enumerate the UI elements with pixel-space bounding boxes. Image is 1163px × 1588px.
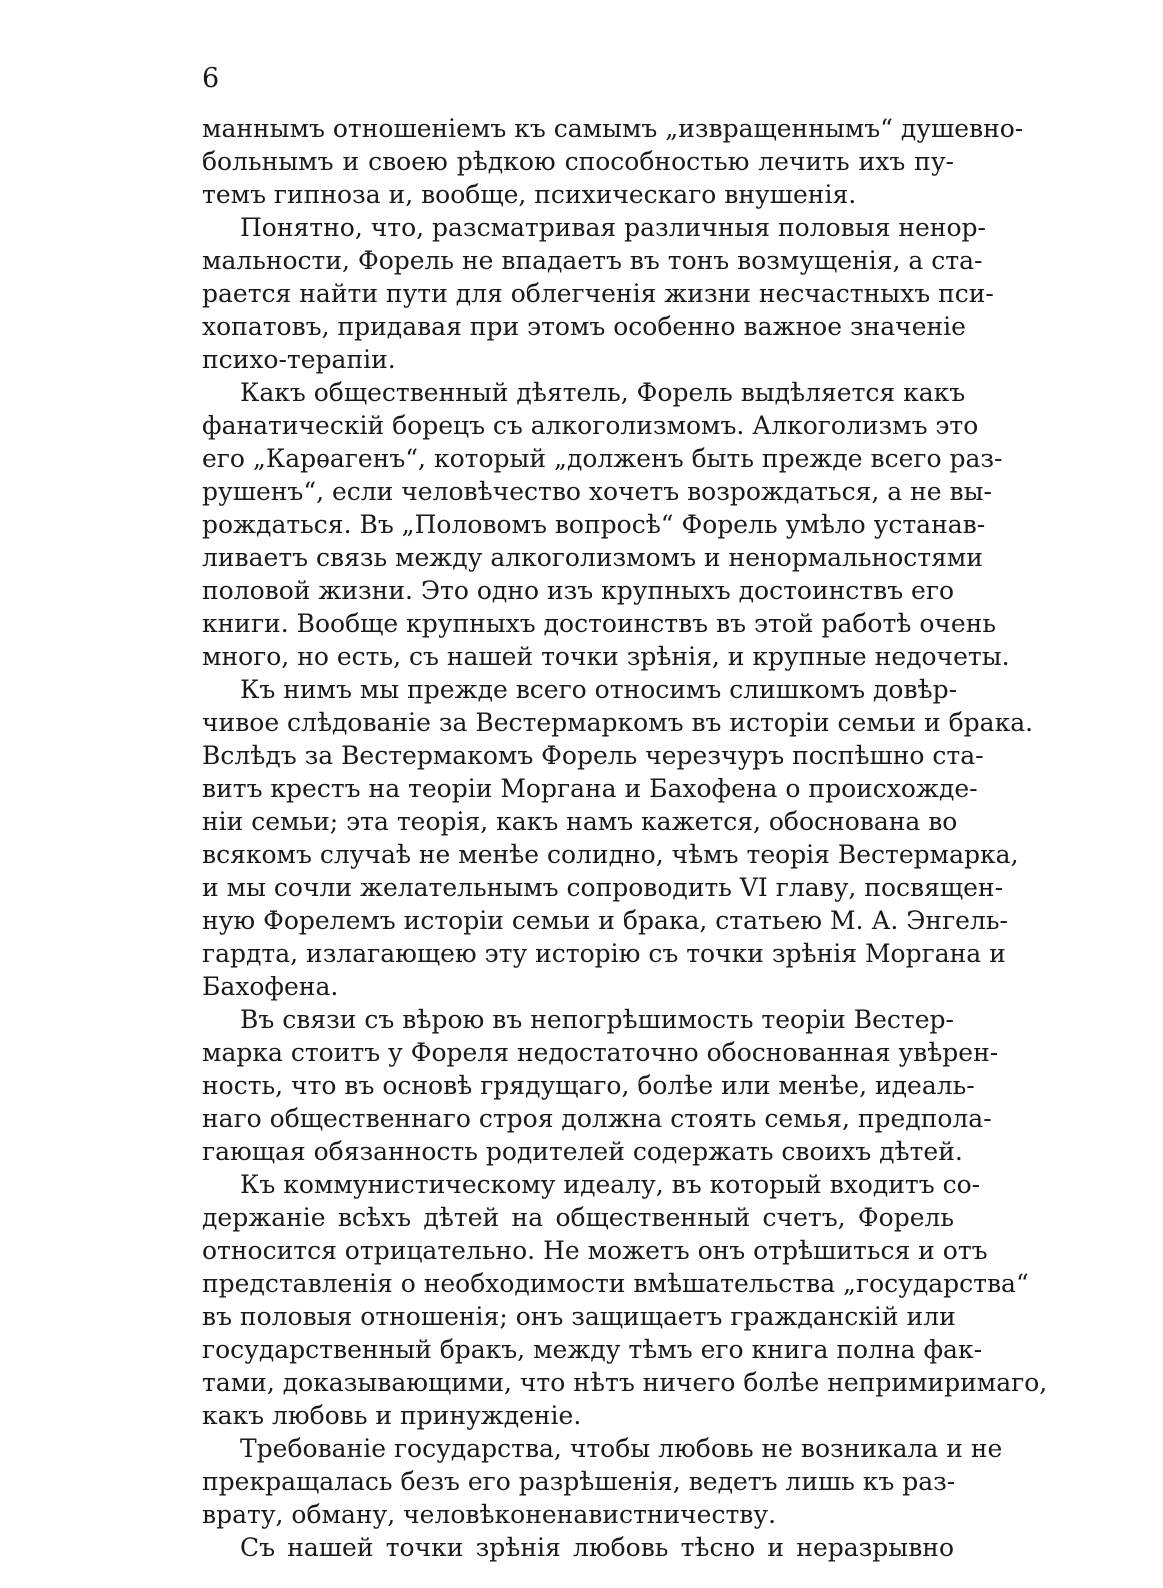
text-line: марка стоитъ у Фореля недостаточно обоснованная увѣрен- <box>202 1038 999 1067</box>
text-line: ную Форелемъ исторіи семьи и брака, статьею М. А. Энгель- <box>202 906 1008 935</box>
text-line: рается найти пути для облегченія жизни несчастныхъ пси- <box>202 279 994 308</box>
text-line: Какъ общественный дѣятель, Форель выдѣляется какъ <box>240 378 966 407</box>
text-line: Бахофена. <box>202 972 339 1001</box>
text-line: въ половыя отношенія; онъ защищаетъ гражданскій или <box>202 1302 956 1331</box>
text-line: рушенъ“, если человѣчество хочетъ возрождаться, а не вы- <box>202 477 992 506</box>
text-line: мальности, Форель не впадаетъ въ тонъ возмущенія, а ста- <box>202 246 983 275</box>
text-line: Вслѣдъ за Вестермакомъ Форель черезчуръ поспѣшно ста- <box>202 741 984 770</box>
text-line: ность, что въ основѣ грядущаго, болѣе или менѣе, идеаль- <box>202 1071 975 1100</box>
text-line: ніи семьи; эта теорія, какъ намъ кажется, обоснована во <box>202 807 958 836</box>
text-line: гардта, излагающею эту исторію съ точки зрѣнія Моргана и <box>202 939 1006 968</box>
paragraph-2 <box>202 211 994 376</box>
text-line: Въ связи съ вѣрою въ непогрѣшимость теоріи Вестер- <box>240 1005 954 1034</box>
paragraph-8 <box>202 1531 954 1564</box>
text-line: хопатовъ, придавая при этомъ особенно важное значеніе <box>202 312 966 341</box>
paragraph-7 <box>202 1432 1003 1531</box>
text-line: его „Карѳагенъ“, который „долженъ быть прежде всего раз- <box>202 444 1003 473</box>
text-line: Понятно, что, разсматривая различныя половыя ненор- <box>240 213 986 242</box>
text-line: фанатическій борецъ съ алкоголизмомъ. Алкоголизмъ это <box>202 411 979 440</box>
text-line: прекращалась безъ его разрѣшенія, ведетъ лишь къ раз- <box>202 1467 956 1496</box>
text-line: много, но есть, съ нашей точки зрѣнія, и крупные недочеты. <box>202 642 1010 671</box>
paragraph-5 <box>202 1003 999 1168</box>
text-line: Къ коммунистическому идеалу, въ который входитъ со- <box>240 1170 981 1199</box>
text-line: врату, обману, человѣконенавистничеству. <box>202 1500 777 1529</box>
paragraph-4 <box>202 673 1034 1003</box>
text-line: темъ гипноза и, вообще, психическаго внушенія. <box>202 180 857 209</box>
text-line: держаніе всѣхъ дѣтей на общественный счетъ, Форель <box>202 1203 954 1232</box>
text-line: государственный бракъ, между тѣмъ его книга полна фак- <box>202 1335 983 1364</box>
text-line: половой жизни. Это одно изъ крупныхъ достоинствъ его <box>202 576 954 605</box>
text-line: рождаться. Въ „Половомъ вопросѣ“ Форель умѣло устанав- <box>202 510 986 539</box>
text-line: витъ крестъ на теоріи Моргана и Бахофена о происхожде- <box>202 774 978 803</box>
text-line: и мы сочли желательнымъ сопроводить VI главу, посвящен- <box>202 873 1004 902</box>
text-line: какъ любовь и принужденіе. <box>202 1401 582 1430</box>
text-line: Къ нимъ мы прежде всего относимъ слишкомъ довѣр- <box>240 675 958 704</box>
text-line: психо-терапіи. <box>202 345 396 374</box>
text-line: маннымъ отношеніемъ къ самымъ „извращеннымъ“ душевно- <box>202 114 1024 143</box>
text-line: Съ нашей точки зрѣнія любовь тѣсно и неразрывно <box>240 1533 954 1562</box>
text-line: наго общественнаго строя должна стоять семья, предпола- <box>202 1104 992 1133</box>
text-line: гающая обязанность родителей содержать своихъ дѣтей. <box>202 1137 963 1166</box>
paragraph-3 <box>202 376 1010 673</box>
text-line: больнымъ и своею рѣдкою способностью лечить ихъ пу- <box>202 147 954 176</box>
text-line: ливаетъ связь между алкоголизмомъ и ненормальностями <box>202 543 983 572</box>
text-line: чивое слѣдованіе за Вестермаркомъ въ исторіи семьи и брака. <box>202 708 1034 737</box>
text-line: относится отрицательно. Не можетъ онъ отрѣшиться и отъ <box>202 1236 988 1265</box>
text-line: всякомъ случаѣ не менѣе солидно, чѣмъ теорія Вестермарка, <box>202 840 1019 869</box>
text-line: Требованіе государства, чтобы любовь не возникала и не <box>240 1434 1003 1463</box>
text-line: книги. Вообще крупныхъ достоинствъ въ этой работѣ очень <box>202 609 996 638</box>
paragraph-6 <box>202 1168 1048 1432</box>
page-number: 6 <box>202 63 220 94</box>
text-line: представленія о необходимости вмѣшательства „государства“ <box>202 1269 1029 1298</box>
text-line: тами, доказывающими, что нѣтъ ничего болѣе непримиримаго, <box>202 1368 1048 1397</box>
paragraph-1 <box>202 112 1024 211</box>
body-text <box>202 112 1048 1564</box>
